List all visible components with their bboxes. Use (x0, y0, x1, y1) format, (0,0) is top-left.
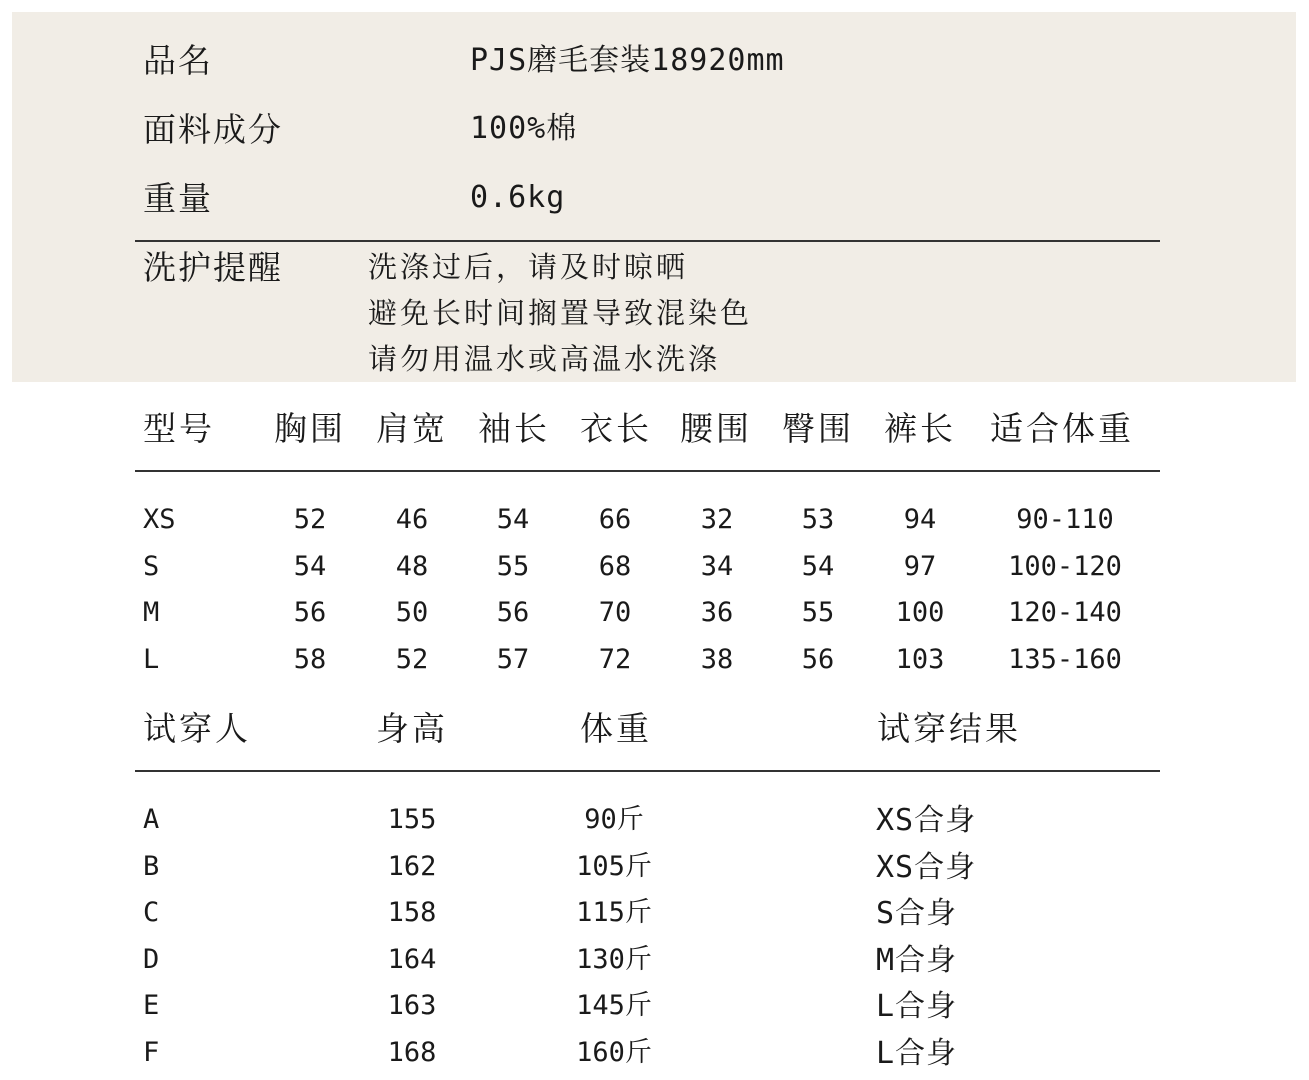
size-table-cell: 100 (895, 597, 945, 628)
trial-table-cell: L合身 (876, 1035, 958, 1071)
size-table-cell: 55 (496, 550, 530, 582)
size-table-cell: 100-120 (1008, 550, 1122, 582)
trial-table-cell: 160斤 (576, 1036, 652, 1068)
size-table-header: 胸围 (274, 409, 346, 448)
trial-table-cell: S合身 (876, 896, 958, 931)
care-line: 洗涤过后，请及时晾晒 (368, 250, 689, 284)
size-table-cell: 58 (293, 643, 327, 675)
trial-table-cell: 163 (387, 990, 437, 1021)
info-divider (135, 240, 1160, 242)
size-table-cell: 66 (598, 504, 632, 535)
care-line: 避免长时间搁置导致混染色 (368, 296, 753, 330)
trial-table-header: 试穿人 (143, 709, 251, 748)
product-name-value: PJS磨毛套装18920mm (470, 43, 785, 78)
size-table-cell: 52 (395, 643, 429, 675)
trial-row-label: C (143, 897, 160, 928)
trial-row-label: F (143, 1036, 160, 1068)
size-table-cell: 38 (700, 643, 734, 675)
size-table-header: 袖长 (478, 409, 550, 448)
size-table-cell: 53 (801, 504, 835, 535)
trial-table-cell: 115斤 (576, 897, 652, 928)
size-table-cell: 32 (700, 504, 734, 535)
care-label: 洗护提醒 (143, 248, 283, 287)
fabric-label: 面料成分 (143, 110, 283, 149)
trial-table-cell: L合身 (876, 989, 958, 1024)
size-row-label: M (143, 597, 160, 628)
trial-table-cell: 130斤 (576, 943, 652, 975)
care-line: 请勿用温水或高温水洗涤 (368, 342, 721, 376)
size-table-cell: 52 (293, 504, 327, 535)
trial-table-cell: 105斤 (576, 850, 652, 882)
size-row-label: S (143, 550, 160, 582)
trial-row-label: B (143, 850, 160, 882)
size-table-cell: 70 (598, 597, 632, 628)
size-table-cell: 135-160 (1008, 643, 1122, 675)
fabric-value: 100%棉 (470, 111, 578, 146)
trial-table-cell: 158 (387, 897, 437, 928)
trial-row-label: D (143, 943, 160, 975)
size-table-cell: 54 (293, 550, 327, 582)
trial-table-cell: 90斤 (584, 804, 644, 835)
size-table-header: 裤长 (884, 409, 956, 448)
size-table-cell: 34 (700, 550, 734, 582)
size-table-header: 腰围 (680, 409, 752, 448)
weight-label: 重量 (143, 179, 213, 218)
size-row-label: XS (143, 504, 176, 535)
size-table-header: 型号 (143, 409, 215, 448)
size-table-cell: 46 (395, 504, 429, 535)
size-table-header: 衣长 (580, 409, 652, 448)
trial-table-cell: XS合身 (876, 849, 977, 885)
trial-table-cell: M合身 (876, 942, 958, 978)
trial-table-cell: 164 (387, 943, 437, 975)
product-name-label: 品名 (143, 41, 213, 80)
size-table-header: 肩宽 (376, 409, 448, 448)
size-table-cell: 68 (598, 550, 632, 582)
size-table-cell: 120-140 (1008, 597, 1122, 628)
size-table-header: 臀围 (782, 409, 854, 448)
trial-table-cell: 162 (387, 850, 437, 882)
size-table-cell: 57 (496, 643, 530, 675)
trial-table-cell: 155 (387, 804, 437, 835)
size-table-cell: 36 (700, 597, 734, 628)
size-table-cell: 54 (801, 550, 835, 582)
size-table-header: 适合体重 (990, 409, 1134, 448)
size-row-label: L (143, 643, 160, 675)
size-table-cell: 48 (395, 550, 429, 582)
size-table-cell: 97 (903, 550, 937, 582)
weight-value: 0.6kg (470, 180, 566, 215)
size-table-cell: 56 (293, 597, 327, 628)
size-table-cell: 56 (496, 597, 530, 628)
size-table-cell: 72 (598, 643, 632, 675)
trial-table-cell: 168 (387, 1036, 437, 1068)
trial-table-cell: 145斤 (576, 990, 652, 1021)
size-table-cell: 103 (895, 643, 945, 675)
size-table-divider (135, 470, 1160, 472)
size-table-cell: 94 (903, 504, 937, 535)
size-table-cell: 90-110 (1016, 504, 1114, 535)
trial-row-label: A (143, 804, 160, 835)
trial-table-divider (135, 770, 1160, 772)
size-table-cell: 55 (801, 597, 835, 628)
trial-row-label: E (143, 990, 160, 1021)
trial-table-header: 体重 (580, 709, 652, 748)
trial-table-header: 身高 (376, 709, 448, 748)
size-table-cell: 54 (496, 504, 530, 535)
trial-table-cell: XS合身 (876, 803, 977, 838)
trial-table-header: 试穿结果 (877, 709, 1021, 748)
size-table-cell: 50 (395, 597, 429, 628)
size-table-cell: 56 (801, 643, 835, 675)
